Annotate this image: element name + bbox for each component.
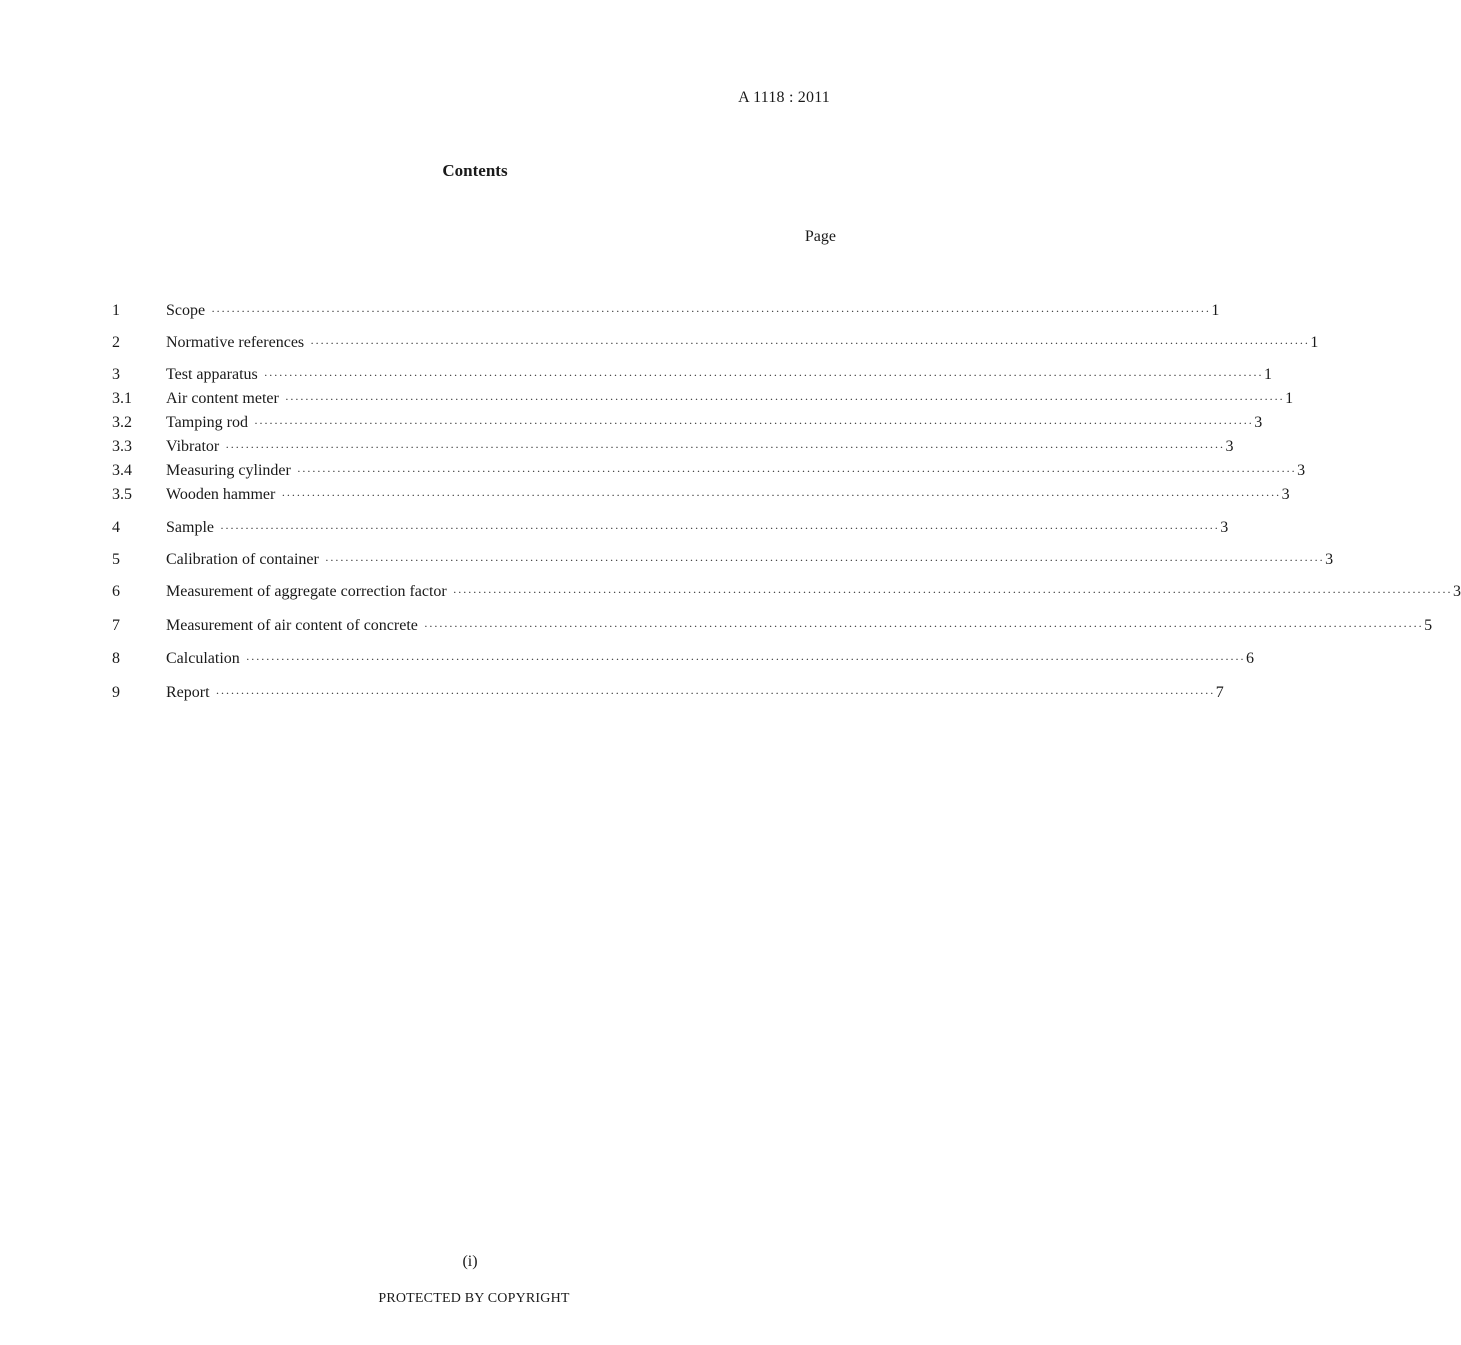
toc-entry-page: 3 [1325,551,1334,568]
toc-dot-leader: ········································································································································································································ [324,553,1325,567]
toc-entry-title: Calculation [166,650,240,667]
contents-title: Contents [442,161,508,180]
toc-entry-number: 2 [112,334,120,351]
toc-entry-page: 3 [1254,414,1263,431]
toc-dot-leader: ········································································································································································································ [225,440,1225,454]
toc-dot-leader: ········································································································································································································ [423,619,1424,633]
toc-entry-number: 3.2 [112,414,132,431]
toc-entry-page: 1 [1285,390,1294,407]
toc-dot-leader: ········································································································································································································ [452,585,1452,599]
toc-dot-leader: ········································································································································································································ [220,521,1220,535]
toc-entry[interactable] [112,484,1290,506]
toc-entry-number: 4 [112,519,120,536]
toc-entry-page: 3 [1297,462,1306,479]
toc-entry-page: 5 [1424,617,1433,634]
toc-entry-title: Scope [166,302,206,319]
toc-entry[interactable] [112,436,1234,458]
toc-entry-page: 7 [1215,684,1224,701]
toc-entry[interactable] [112,615,1433,637]
toc-entry-page: 1 [1211,302,1220,319]
toc-entry[interactable] [112,682,1224,704]
toc-entry-number: 3.3 [112,438,132,455]
toc-entry-page: 1 [1310,334,1319,351]
document-id: A 1118 : 2011 [738,89,830,106]
toc-entry[interactable] [112,581,1461,603]
toc-dot-leader: ········································································································································································································ [310,336,1310,350]
toc-entry-page: 3 [1452,583,1461,600]
toc-entry-title: Normative references [166,334,305,351]
toc-dot-leader: ········································································································································································································ [296,464,1297,478]
toc-entry-number: 7 [112,617,120,634]
toc-entry-page: 1 [1263,366,1272,383]
toc-entry-title: Test apparatus [166,366,258,383]
toc-entry-title: Sample [166,519,214,536]
toc-dot-leader: ········································································································································································································ [263,368,1263,382]
toc-entry[interactable] [112,364,1272,386]
toc-dot-leader: ········································································································································································································ [253,416,1254,430]
toc-entry-title: Vibrator [166,438,220,455]
toc-entry[interactable] [112,549,1334,571]
page-number: (i) [462,1253,478,1270]
toc-dot-leader: ········································································································································································································ [215,686,1215,700]
toc-dot-leader: ········································································································································································································ [245,652,1245,666]
toc-entry-title: Measuring cylinder [166,462,291,479]
toc-dot-leader: ········································································································································································································ [284,392,1285,406]
toc-entry[interactable] [112,300,1220,322]
toc-entry-number: 3.4 [112,462,132,479]
toc-entry-number: 3 [112,366,120,383]
toc-dot-leader: ········································································································································································································ [281,488,1281,502]
copyright-footer: PROTECTED BY COPYRIGHT [378,1291,570,1306]
toc-entry-page: 3 [1225,438,1234,455]
toc-dot-leader: ········································································································································································································ [211,304,1211,318]
toc-entry-page: 6 [1245,650,1254,667]
toc-entry-number: 8 [112,650,120,667]
toc-entry-title: Wooden hammer [166,486,276,503]
toc-entry[interactable] [112,460,1306,482]
toc-entry-title: Measurement of aggregate correction factor [166,583,447,600]
toc-entry-number: 9 [112,684,120,701]
toc-entry[interactable] [112,388,1294,410]
toc-entry-title: Measurement of air content of concrete [166,617,418,634]
page-column-header: Page [804,228,836,245]
toc-entry-number: 6 [112,583,120,600]
toc-entry[interactable] [112,332,1319,354]
toc-entry[interactable] [112,648,1254,670]
toc-entry[interactable] [112,517,1229,539]
toc-entry-number: 3.5 [112,486,132,503]
toc-entry-number: 5 [112,551,120,568]
toc-entry-title: Report [166,684,210,701]
toc-entry[interactable] [112,412,1263,434]
toc-entry-number: 1 [112,302,120,319]
toc-entry-title: Tamping rod [166,414,248,431]
toc-entry-title: Calibration of container [166,551,319,568]
toc-entry-page: 3 [1281,486,1290,503]
toc-entry-page: 3 [1220,519,1229,536]
toc-entry-number: 3.1 [112,390,132,407]
toc-entry-title: Air content meter [166,390,279,407]
